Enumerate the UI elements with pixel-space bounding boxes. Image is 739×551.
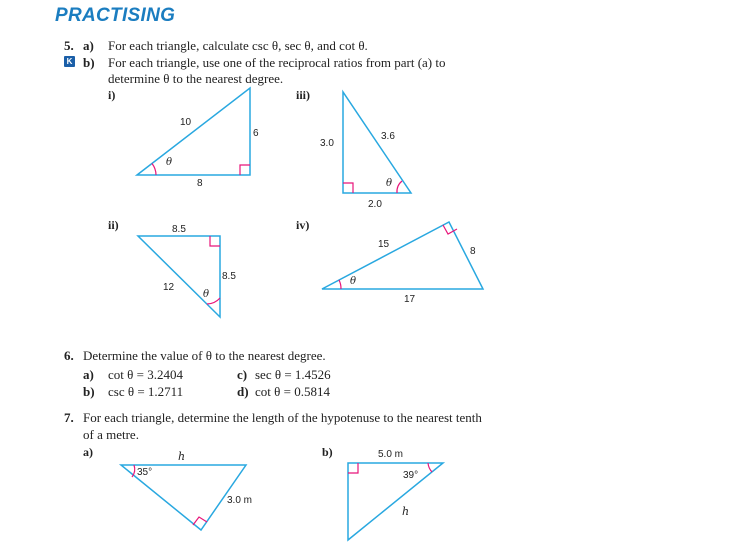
fig-i-label: i)	[108, 88, 116, 102]
fig-7a-side: 3.0 m	[227, 495, 253, 506]
fig-i-adj: 8	[197, 178, 203, 189]
fig-iii-angle: θ	[386, 178, 393, 189]
fig-7b-h: h	[402, 505, 410, 518]
q7-line1: For each triangle, determine the length of the hypotenuse to the nearest tenth	[83, 410, 482, 425]
knowledge-badge: K	[64, 56, 75, 67]
fig-i-hyp: 10	[180, 117, 192, 128]
fig-i-opp: 6	[253, 128, 259, 139]
q6-c: sec θ = 1.4526	[255, 367, 331, 382]
fig-ii-angle: θ	[203, 289, 210, 300]
q6-b: csc θ = 1.2711	[108, 384, 184, 399]
fig-7b-side: 5.0 m	[378, 449, 404, 460]
q6-text: Determine the value of θ to the nearest degree.	[83, 348, 326, 363]
q7-line2: of a metre.	[83, 427, 139, 442]
fig-iii-label: iii)	[296, 88, 310, 102]
fig-a-label: a)	[83, 445, 93, 459]
q7-number: 7.	[64, 410, 74, 425]
q6-d-letter: d)	[237, 384, 249, 399]
fig-ii-hyp: 12	[163, 282, 175, 293]
fig-iv-s15: 15	[378, 239, 390, 250]
triangle-iii	[320, 92, 411, 210]
q6-a-letter: a)	[83, 367, 94, 382]
fig-iv-label: iv)	[296, 218, 310, 232]
fig-iii-bottom: 2.0	[368, 199, 382, 210]
triangle-iv	[322, 222, 483, 305]
fig-iv-s17: 17	[404, 294, 416, 305]
fig-iii-hyp: 3.6	[381, 131, 395, 142]
fig-7b-angle: 39°	[403, 470, 419, 481]
fig-iv-angle: θ	[350, 276, 357, 287]
q5-a-letter: a)	[83, 38, 94, 53]
fig-7a-angle: 35°	[137, 467, 153, 478]
q6-c-letter: c)	[237, 367, 248, 382]
q6-number: 6.	[64, 348, 74, 363]
triangle-i	[137, 88, 259, 189]
triangle-ii	[138, 224, 236, 317]
triangle-7b	[348, 449, 443, 540]
q5-b-letter: b)	[83, 55, 95, 70]
fig-b-label: b)	[322, 445, 333, 459]
fig-iv-s8: 8	[470, 246, 476, 257]
q6-d: cot θ = 0.5814	[255, 384, 330, 399]
fig-7a-h: h	[178, 450, 186, 463]
q6-b-letter: b)	[83, 384, 95, 399]
q5-b-line2: determine θ to the nearest degree.	[108, 71, 284, 86]
q5-b-line1: For each triangle, use one of the reciprocal ratios from part (a) to	[108, 55, 446, 70]
q5-number: 5.	[64, 38, 74, 53]
fig-i-angle: θ	[166, 157, 173, 168]
fig-ii-top: 8.5	[172, 224, 186, 235]
triangle-7a	[121, 450, 252, 530]
section-heading: PRACTISING	[55, 5, 176, 26]
q6-a: cot θ = 3.2404	[108, 367, 183, 382]
fig-iii-left: 3.0	[320, 138, 334, 149]
fig-ii-right: 8.5	[222, 271, 236, 282]
fig-ii-label: ii)	[108, 218, 119, 232]
q5-a-text: For each triangle, calculate csc θ, sec θ, and cot θ.	[108, 38, 368, 53]
